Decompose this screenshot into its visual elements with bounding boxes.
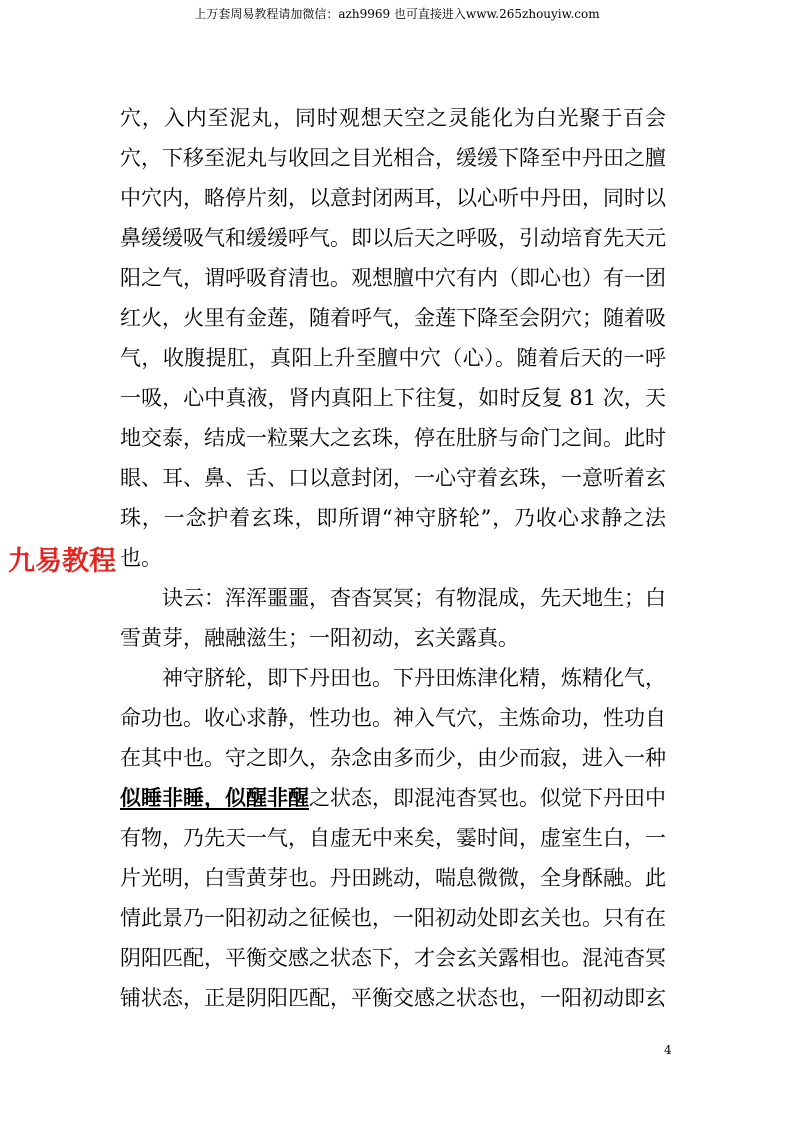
page-number: 4 — [664, 1043, 672, 1057]
paragraph-3-text-start: 神守脐轮，即下丹田也。下丹田炼津化精，炼精化气，命功也。收心求静，性功也。神入气穴，主炼命功，性功自在其中也。守之即久，杂念由多而少，由少而寂，进入一种 — [120, 666, 666, 770]
watermark-logo: 九易教程 — [8, 546, 116, 577]
paragraph-verse: 诀云：浑浑噩噩，杳杳冥冥；有物混成，先天地生；白雪黄芽，融融滋生；一阳初动，玄关露真。 — [120, 586, 666, 650]
paragraph-3-text-end: 之状态，即混沌杳冥也。似觉下丹田中有物，乃先天一气，自虚无中来矣，霎时间，虚室生白，一片光明，白雪黄芽也。丹田跳动，喘息微微，全身酥融。此情此景乃一阳初动之征候也，一阳初动处即玄关也。只有在阴阳匹配，平衡交感之状态下，才会玄关露相也。混沌杳冥铺状态，正是阴阳匹配，平衡交感之状态也，一阳初动即玄 — [120, 786, 666, 1010]
page-header: 上万套周易教程请加微信：azh9969 也可直接进入www.265zhouyiw.com — [194, 7, 600, 21]
paragraph-3 — [120, 658, 666, 1018]
page-body — [120, 98, 666, 1018]
emphasized-phrase: 似睡非睡，似醒非醒 — [120, 785, 309, 810]
paragraph-1: 穴，入内至泥丸，同时观想天空之灵能化为白光聚于百会穴，下移至泥丸与收回之目光相合，缓缓下降至中丹田之膻中穴内，略停片刻，以意封闭两耳，以心听中丹田，同时以鼻缓缓吸气和缓缓呼气。即以后天之呼吸，引动培育先天元阳之气，谓呼吸育清也。观想膻中穴有内（即心也）有一团红火，火里有金莲，随着呼气，金莲下降至会阴穴；随着吸气，收腹提肛，真阳上升至膻中穴（心）。随着后天的一呼一吸，心中真液，肾内真阳上下往复，如时反复 81 次，天地交泰，结成一粒粟大之玄珠，停在肚脐与命门之间。此时眼、耳、鼻、舌、口以意封闭，一心守着玄珠，一意听着玄珠，一念护着玄珠，即所谓“神守脐轮”，乃收心求静之法也。 — [120, 106, 666, 570]
